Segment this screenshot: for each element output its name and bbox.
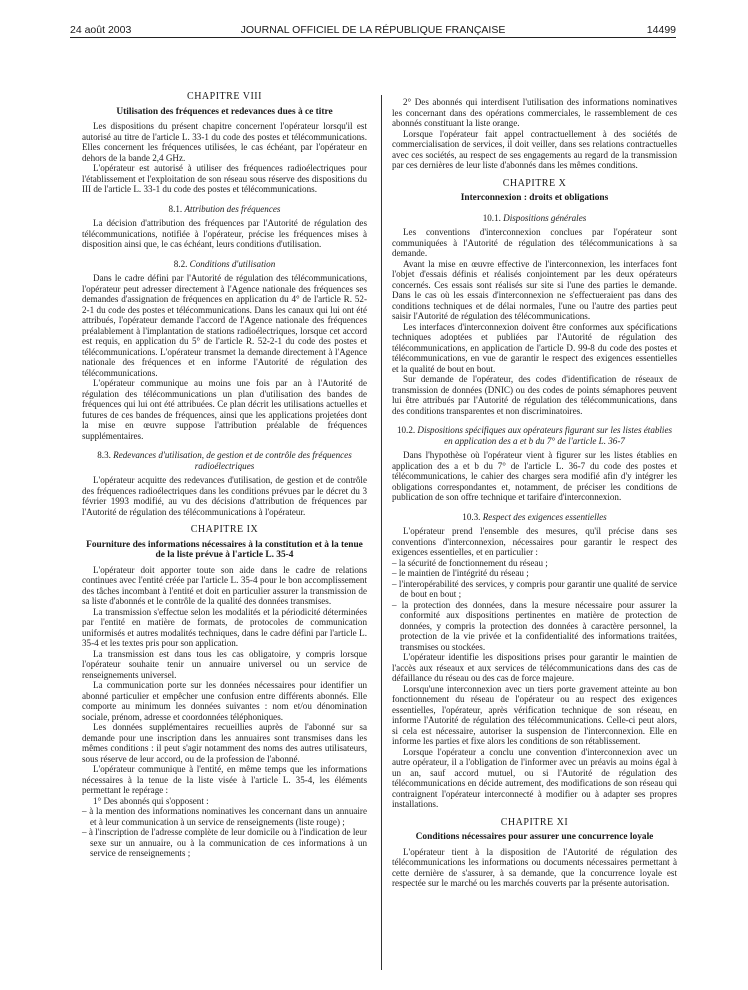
section-number: 10.2. [396,425,416,435]
list-item: – la sécurité de fonctionnement du réseau ; [392,557,548,568]
paragraph: Dans l'hypothèse où l'opérateur vient à figurer sur les listes établies en application des a et b du 7° de l'article L. 36-7 du code des postes et télécommunications, le cahier des charges sera modifié afin d'y intégrer les obligations correspondantes et, notamment, de préciser les conditions de publication de son offre technique et tarifaire d'interconnexion. [392,450,677,502]
chapter-label: CHAPITRE XI [500,816,569,828]
chapter-title: Interconnexion : droits et obligations [460,193,609,203]
paragraph: L'opérateur est autorisé à utiliser des fréquences radioélectriques pour l'établissement et l'exploitation de son réseau sous réserve des dispositions du III de l'article L. 33-1 du code des postes et télécommunications. [82,163,367,194]
list-item: – l'interopérabilité des services, y compris pour garantir une qualité de service de bout en bout ; [392,578,677,599]
paragraph: L'opérateur communique à l'entité, en même temps que les informations nécessaires à la tenue de la liste visée à l'article L. 35-4, les éléments permettant le repérage : [82,764,367,795]
chapter-label: CHAPITRE X [502,177,567,189]
paragraph: Lorsqu'une interconnexion avec un tiers porte gravement atteinte au bon fonctionnement du réseau de l'opérateur ou au respect des exigences essentielles, l'opérateur, après vérification technique de son réseau, en informe l'Autorité de régulation des télécommunications. Celle-ci peut alors, si cela est nécessaire, autoriser la suspension de l'interconnexion. Elle en informe les parties et fixe alors les conditions de son rétablissement. [392,683,677,746]
paragraph: Lorsque l'opérateur a conclu une convention d'interconnexion avec un autre opérateur, il a l'obligation de l'informer avec un préavis au moins égal à un an, sauf accord mutuel, ou si l'Autorité de régulation des télécommunications en décide autrement, des modifications de son réseau qui contraignent l'opérateur interconnecté à modifier ou à adapter ses propres installations. [392,746,677,809]
paragraph: Les interfaces d'interconnexion doivent être conformes aux spécifications techniques adoptées et publiées par l'Autorité de régulation des télécommunications, en application de l'article D. 99-8 du code des postes et télécommunications, en vue de garantir le respect des exigences essentielles et la qualité de bout en bout. [392,321,677,374]
right-column [392,97,677,889]
header-rule [70,37,676,38]
section-number: 10.1. [482,212,501,223]
section-number: 8.1. [168,203,183,214]
journal-title: JOURNAL OFFICIEL DE LA RÉPUBLIQUE FRANÇAISE [240,24,506,36]
chapter-title: Fourniture des informations nécessaires à la constitution et à la tenue de la liste prévue à l'article L. 35-4 [86,539,363,560]
section-title: Respect des exigences essentielles [482,511,607,522]
section-title: Redevances d'utilisation, de gestion et de contrôle des fréquences radioélectriques [113,450,352,471]
paragraph: L'opérateur prend l'ensemble des mesures, qu'il précise dans ses conventions d'interconnexion, nécessaires pour garantir le respect des exigences essentielles, et en particulier : [392,526,677,557]
header-date: 24 août 2003 [70,24,132,36]
section-title: Dispositions générales [503,212,587,223]
section-title: Dispositions spécifiques aux opérateurs figurant sur les listes établies en application des a et b du 7° de l'article L. 36-7 [417,425,673,446]
paragraph: La transmission s'effectue selon les modalités et la périodicité déterminées par l'entité en matière de formats, de protocoles de communication uniformisés et autres modalités techniques, dans le cadre défini par l'article L. 35-4 et les textes pris pour son application. [82,606,367,648]
paragraph: Les données supplémentaires recueillies auprès de l'abonné sur sa demande pour une inscription dans les annuaires sont transmises dans les mêmes conditions : il peut s'agir notamment des noms des autres utilisateurs, sous réserve de leur accord, ou de la profession de l'abonné. [82,722,367,764]
list-item: 2° Des abonnés qui interdisent l'utilisation des informations nominatives les concernant dans des opérations commerciales, le rassemblement de ces abonnés constituant la liste orange. [392,97,677,128]
section-heading [82,204,367,215]
paragraph: La décision d'attribution des fréquences par l'Autorité de régulation des télécommunications, notifiée à l'opérateur, précise les fréquences mises à disposition ainsi que, le cas échéant, leurs conditions d'utilisation. [82,218,367,249]
paragraph: L'opérateur identifie les dispositions prises pour garantir le maintien de l'accès aux réseaux et aux services de télécommunications dans des cas de défaillance du réseau ou des cas de force majeure. [392,652,677,683]
list-item: – le maintien de l'intégrité du réseau ; [392,568,529,578]
chapter-title: Conditions nécessaires pour assurer une concurrence loyale [415,832,654,842]
chapter-label: CHAPITRE VIII [187,91,262,102]
paragraph: L'opérateur communique au moins une fois par an à l'Autorité de régulation des télécommunications un plan d'utilisation des bandes de fréquences qui lui ont été attribuées. Ce plan décrit les utilisations actuelles et futures de ces bandes de fréquences, ainsi que les applications projetées dont la mise en œuvre suppose l'attribution préalable de fréquences supplémentaires. [82,378,367,441]
paragraph: Lorsque l'opérateur fait appel contractuellement à des sociétés de commercialisation de services, il doit veiller, dans ses relations contractuelles avec ces sociétés, au respect de ses engagements au regard de la transmission par ces dernières de leur liste d'abonnés dans les mêmes conditions. [392,128,677,170]
paragraph: Sur demande de l'opérateur, des codes d'identification de réseaux de transmission de données (DNIC) ou des codes de points sémaphores peuvent lui être attribués par l'Autorité de régulation des télécommunications, dans des conditions transparentes et non discriminatoires. [392,374,677,416]
section-title: Attribution des fréquences [184,203,281,214]
page-number: 14499 [646,24,676,36]
section-heading [392,213,677,224]
section-heading [392,512,677,523]
paragraph: Avant la mise en œuvre effective de l'interconnexion, les interfaces font l'objet d'essais définis et réalisés conjointement par les deux opérateurs concernés. Ces essais sont réalisés sur site si l'une des parties le demande. Dans le cas où les essais d'interconnexion ne s'effectueraient pas dans des conditions techniques et de délai normales, l'une ou l'autre des parties peut saisir l'Autorité de régulation des télécommunications. [392,258,677,321]
column-divider [381,95,382,970]
list-item: 1° Des abonnés qui s'opposent : [93,795,209,806]
section-number: 8.3. [97,450,111,460]
list-item: – à l'inscription de l'adresse complète de leur domicile ou à l'indication de leur sexe sur un annuaire, ou à la communication de ces informations à un service de renseignements ; [82,827,367,858]
left-column [82,92,367,859]
section-number: 8.2. [173,258,188,269]
paragraph: L'opérateur doit apporter toute son aide dans le cadre de relations continues avec l'entité créée par l'article L. 35-4 pour le bon accomplissement des tâches incombant à l'entité et doit en particulier assurer la transmission de sa liste d'abonnés et le contrôle de la qualité des données transmises. [82,564,367,606]
paragraph: Les conventions d'interconnexion conclues par l'opérateur sont communiquées à l'Autorité de régulation des télécommunications à sa demande. [392,227,677,258]
paragraph: La transmission est dans tous les cas obligatoire, y compris lorsque l'opérateur souhaite tenir un annuaire universel ou un service de renseignements universel. [82,648,367,680]
section-heading [82,450,367,471]
section-heading [392,425,677,446]
paragraph: Dans le cadre défini par l'Autorité de régulation des télécommunications, l'opérateur peut adresser directement à l'Agence nationale des fréquences ses demandes d'assignation de fréquences en application du 4° de l'article R. 52-2-1 du code des postes et télécommunications. Dans les canaux qui lui ont été attribués, l'opérateur demande l'accord de l'Agence nationale des fréquences préalablement à l'implantation de stations radioélectriques, lorsque cet accord est requis, en application du 5° de l'article R. 52-2-1 du code des postes et télécommunications. L'opérateur transmet la demande directement à l'Agence nationale des fréquences et en informe l'Autorité de régulation des télécommunications. [82,273,367,378]
section-title: Conditions d'utilisation [189,258,276,269]
paragraph: La communication porte sur les données nécessaires pour identifier un abonné particulier et empêcher une confusion entre différents abonnés. Elle comporte au minimum les données suivantes : nom et/ou dénomination sociale, prénom, adresse et coordonnées téléphoniques. [82,680,367,722]
paragraph: L'opérateur tient à la disposition de l'Autorité de régulation des télécommunications les informations ou documents nécessaires permettant à cette dernière de s'assurer, à sa demande, que la concurrence loyale est respectée sur le marché ou les marchés couverts par la présente autorisation. [392,846,677,888]
section-number: 10.3. [462,511,481,522]
paragraph: Les dispositions du présent chapitre concernent l'opérateur lorsqu'il est autorisé au titre de l'article L. 33-1 du code des postes et télécommunications. Elles concernent les fréquences utilisées, le cas échéant, par l'opérateur en dehors de la bande 2,4 GHz. [82,121,367,163]
list-item: – la protection des données, dans la mesure nécessaire pour assurer la conformité aux dispositions pertinentes en matière de protection de données, y compris la protection des données à caractère personnel, la protection de la vie privée et la confidentialité des informations traitées, transmises ou stockées. [392,599,677,652]
section-heading [82,259,367,270]
chapter-label: CHAPITRE IX [190,524,259,535]
paragraph: L'opérateur acquitte des redevances d'utilisation, de gestion et de contrôle des fréquences radioélectriques dans les conditions prévues par le décret du 3 février 1993 modifié, au vu des décisions d'attribution de fréquences par l'Autorité de régulation des télécommunications à l'opérateur. [82,475,367,517]
list-item: – à la mention des informations nominatives les concernant dans un annuaire et à leur communication à un service de renseignements (liste rouge) ; [82,806,367,827]
chapter-title: Utilisation des fréquences et redevances dues à ce titre [116,106,333,117]
